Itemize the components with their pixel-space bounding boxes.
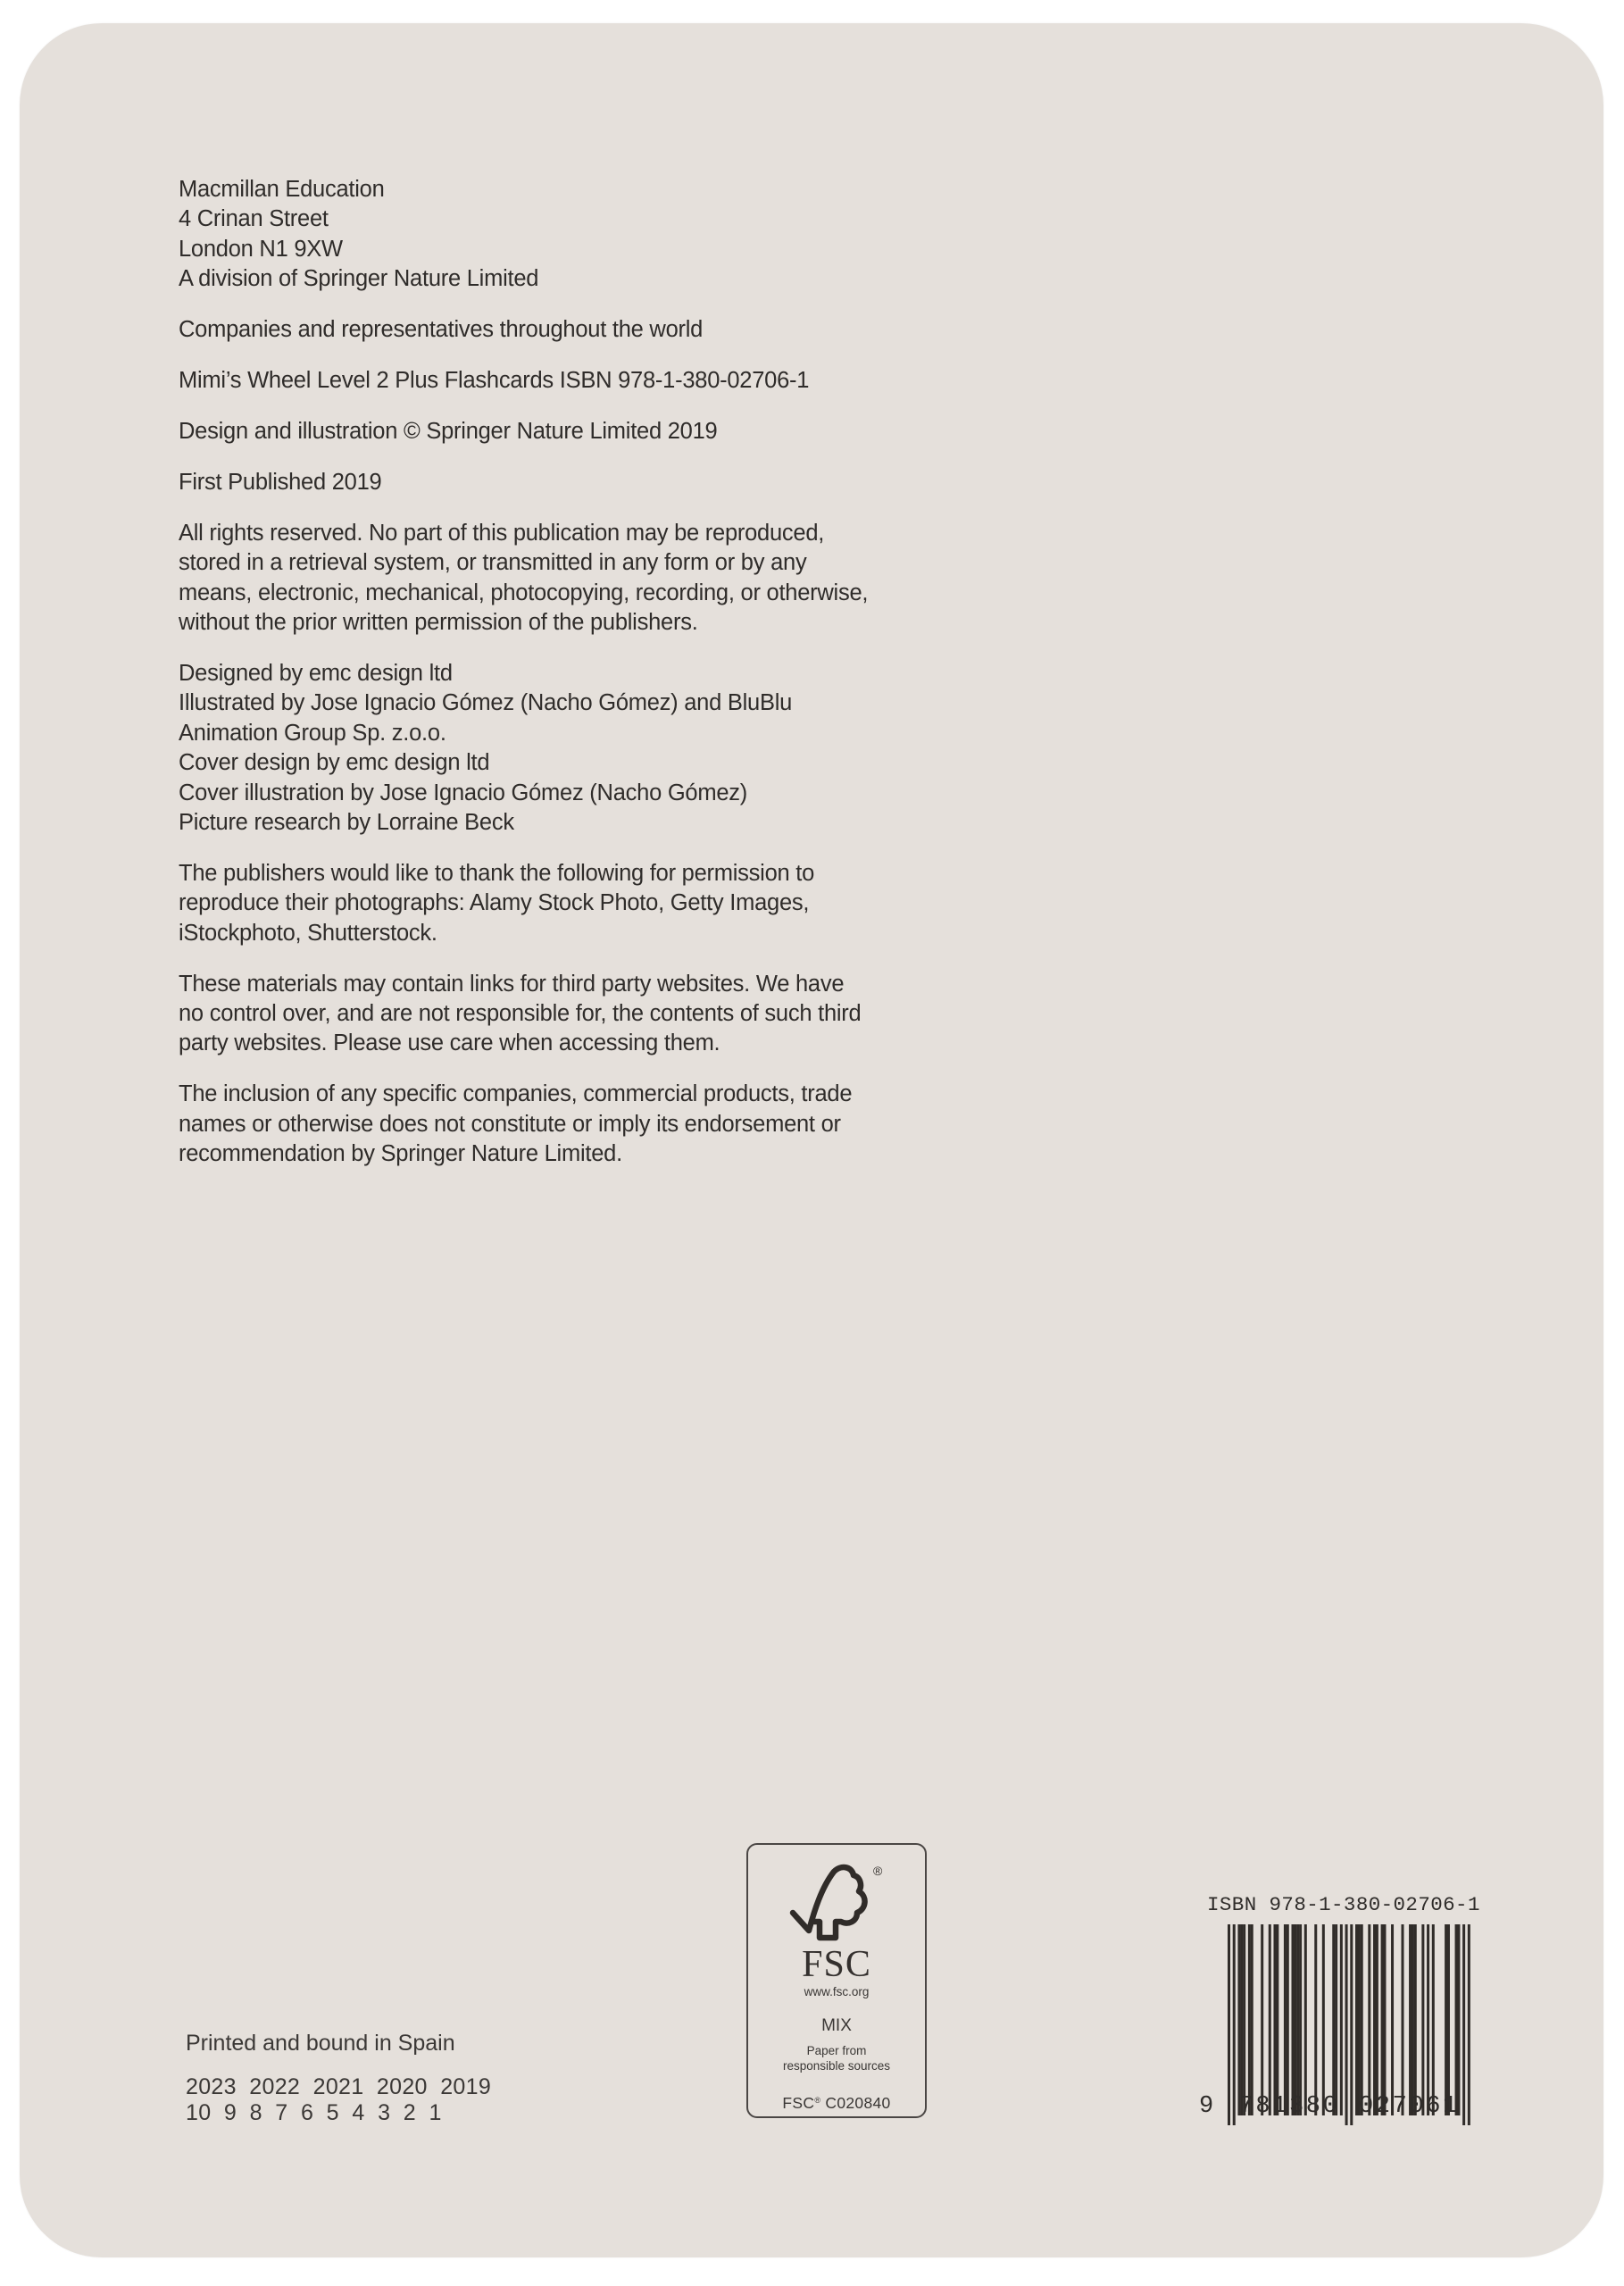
fsc-license-code: FSC® C020840	[782, 2094, 891, 2112]
isbn-barcode	[1196, 1891, 1491, 2125]
imprint-line: Mimi’s Wheel Level 2 Plus Flashcards ISBN 978-1-380-02706-1	[179, 368, 810, 394]
imprint-line: no control over, and are not responsible for, the contents of such third	[179, 1000, 862, 1026]
barcode-lead-digit: 9	[1199, 2093, 1214, 2120]
imprint-line: These materials may contain links for third party websites. We have	[179, 971, 845, 997]
imprint-line: The inclusion of any specific companies, commercial products, trade	[179, 1081, 853, 1107]
svg-text:®: ®	[873, 1864, 883, 1878]
imprint-line: Designed by emc design ltd	[179, 660, 453, 686]
imprint-line: Picture research by Lorraine Beck	[179, 809, 514, 835]
imprint-paragraph	[179, 659, 982, 838]
imprint-line: Illustrated by Jose Ignacio Gómez (Nacho Gómez) and BluBlu	[179, 690, 793, 716]
imprint-line: without the prior written permission of the publishers.	[179, 609, 698, 635]
imprint-paragraph	[179, 175, 982, 295]
imprint-line: reproduce their photographs: Alamy Stock Photo, Getty Images,	[179, 890, 810, 916]
imprint-line: Cover illustration by Jose Ignacio Gómez (Nacho Gómez)	[179, 780, 748, 805]
fsc-wordmark: FSC	[802, 1944, 871, 1985]
imprint-line: Macmillan Education	[179, 177, 385, 202]
imprint-paragraph	[179, 468, 982, 497]
imprint-paragraph	[179, 315, 982, 345]
fsc-checkmark-tree-icon	[782, 1857, 898, 1956]
imprint-paragraph	[179, 519, 982, 638]
impression-numbers: 10 9 8 7 6 5 4 3 2 1	[186, 2100, 442, 2125]
imprint-line: party websites. Please use care when accessing them.	[179, 1030, 720, 1056]
imprint-line: Companies and representatives throughout the world	[179, 317, 704, 343]
imprint-line: iStockphoto, Shutterstock.	[179, 920, 437, 946]
imprint-line: London N1 9XW	[179, 236, 343, 262]
fsc-mix-label: MIX	[821, 2016, 852, 2035]
imprint-line: recommendation by Springer Nature Limited.	[179, 1141, 622, 1167]
imprint-line: All rights reserved. No part of this publication may be reproduced,	[179, 520, 825, 546]
imprint-line: Design and illustration © Springer Nature Limited 2019	[179, 418, 718, 444]
imprint-paragraph	[179, 366, 982, 396]
imprint-line: 4 Crinan Street	[179, 206, 329, 232]
imprint-paragraph	[179, 970, 982, 1059]
fsc-logo-box	[746, 1843, 927, 2118]
imprint-text	[179, 175, 982, 1190]
imprint-paragraph	[179, 859, 982, 948]
fsc-url: www.fsc.org	[804, 1985, 870, 1998]
imprint-line: names or otherwise does not constitute or imply its endorsement or	[179, 1111, 841, 1137]
imprint-line: stored in a retrieval system, or transmitted in any form or by any	[179, 550, 807, 576]
imprint-paragraph	[179, 417, 982, 446]
imprint-line: means, electronic, mechanical, photocopying, recording, or otherwise,	[179, 580, 869, 605]
isbn-label: ISBN 978-1-380-02706-1	[1207, 1893, 1480, 1916]
imprint-line: A division of Springer Nature Limited	[179, 266, 539, 292]
imprint-line: The publishers would like to thank the following for permission to	[179, 860, 815, 886]
printed-in-label: Printed and bound in Spain	[186, 2031, 455, 2056]
barcode-right-digits: 027061	[1359, 2093, 1460, 2120]
imprint-line: Animation Group Sp. z.o.o.	[179, 720, 446, 746]
fsc-description: Paper from responsible sources	[782, 2044, 891, 2073]
imprint-paragraph	[179, 1080, 982, 1169]
print-years: 2023 2022 2021 2020 2019	[186, 2074, 492, 2099]
barcode-left-digits: 781380	[1238, 2093, 1340, 2120]
imprint-line: First Published 2019	[179, 469, 382, 495]
imprint-line: Cover design by emc design ltd	[179, 750, 490, 776]
print-info	[186, 2031, 491, 2126]
